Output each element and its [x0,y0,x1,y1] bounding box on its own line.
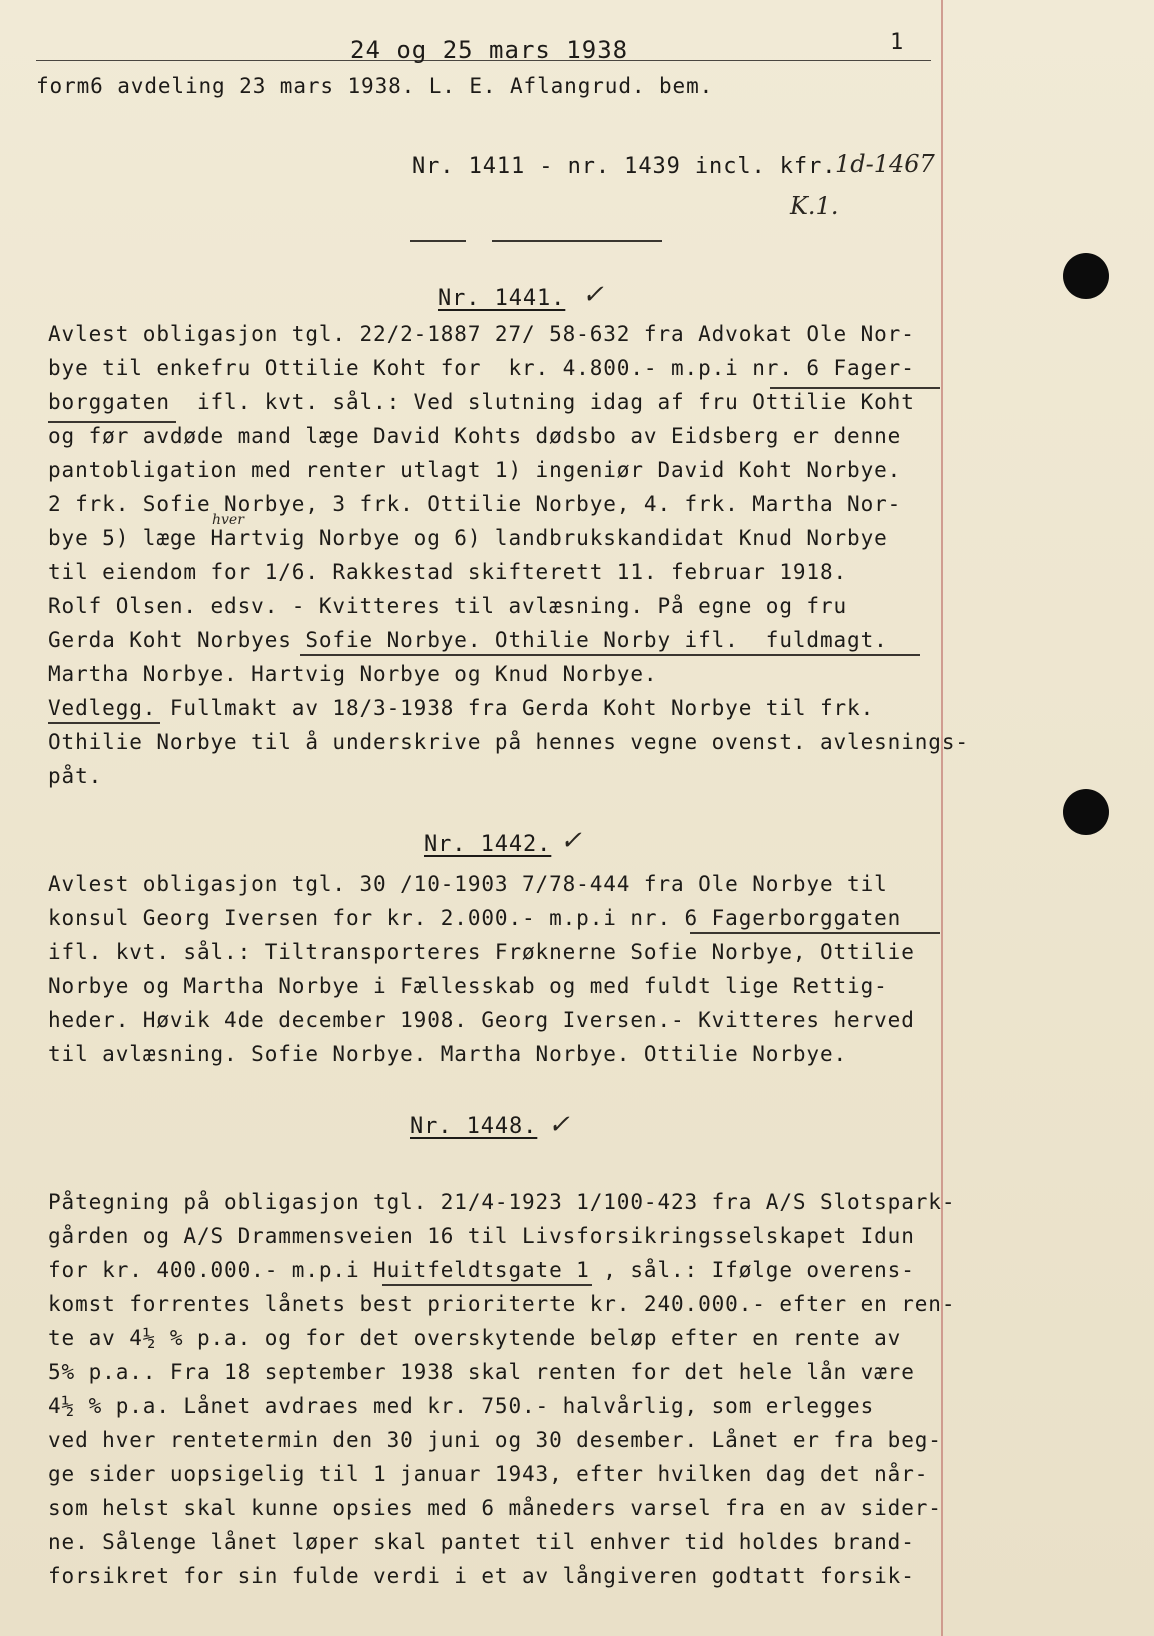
check-mark-icon: ✓ [548,1110,570,1140]
entry-1448-line: ved hver rentetermin den 30 juni og 30 desember. Lånet er fra beg- [48,1428,942,1452]
entry-1448-line: gården og A/S Drammensveien 16 til Livsforsikringsselskapet Idun [48,1224,915,1248]
entry-1441-line: 2 frk. Sofie Norbye, 3 frk. Ottilie Norbye, 4. frk. Martha Nor- [48,492,902,516]
entry-1448-line: 5% p.a.. Fra 18 september 1938 skal renten for det hele lån være [48,1360,915,1384]
entry-1441-line: Gerda Koht Norbyes Sofie Norbye. Othilie Norby ifl. fuldmagt. [48,628,888,652]
header-corner-mark: 1 [890,30,904,55]
check-mark-icon: ✓ [582,280,604,310]
handwritten-insert: hver [212,512,244,528]
entry-number-1448: Nr. 1448. [410,1114,538,1139]
entry-1448-line: ge sider uopsigelig til 1 januar 1943, efter hvilken dag det når- [48,1462,929,1486]
entry-1442-line: ifl. kvt. sål.: Tiltransporteres Frøknerne Sofie Norbye, Ottilie [48,940,915,964]
entry-number-1441: Nr. 1441. [438,286,566,311]
vedlegg-underline [48,722,160,724]
entry-1442-line: Avlest obligasjon tgl. 30 /10-1903 7/78-444 fra Ole Norbye til [48,872,888,896]
entry-1442-line: Norbye og Martha Norbye i Fællesskab og med fuldt lige Rettig- [48,974,888,998]
header-date: 24 og 25 mars 1938 [350,36,629,64]
entry-1442-line: konsul Georg Iversen for kr. 2.000.- m.p.i nr. 6 Fagerborggaten [48,906,902,930]
entry-1442-line: til avlæsning. Sofie Norbye. Martha Norbye. Ottilie Norbye. [48,1042,848,1066]
entry-1441-line: borggaten ifl. kvt. sål.: Ved slutning idag af fru Ottilie Koht [48,390,915,414]
fagerborggaten-underline-2 [690,932,940,934]
form-line: form6 avdeling 23 mars 1938. L. E. Aflangrud. bem. [36,74,714,98]
punch-hole-bottom [1063,789,1109,835]
red-margin-line [941,0,943,1636]
entry-1441-line: Avlest obligasjon tgl. 22/2-1887 27/ 58-632 fra Advokat Ole Nor- [48,322,915,346]
entry-1441-line: pantobligation med renter utlagt 1) ingeniør David Koht Norbye. [48,458,902,482]
check-mark-icon: ✓ [560,826,582,856]
handwritten-reference: 1d-1467 [835,150,935,178]
fagerborggaten-underline [770,387,940,389]
entry-1441-line: til eiendom for 1/6. Rakkestad skifterett 11. februar 1918. [48,560,848,584]
separator-rule-2 [492,240,662,242]
entry-1448-line: 4½ % p.a. Lånet avdraes med kr. 750.- halvårlig, som erlegges [48,1394,875,1418]
entry-1448-line: Påtegning på obligasjon tgl. 21/4-1923 1/100-423 fra A/S Slotspark- [48,1190,956,1214]
entry-1441-line: og før avdøde mand læge David Kohts dødsbo av Eidsberg er denne [48,424,902,448]
range-note: Nr. 1411 - nr. 1439 incl. kfr. [412,154,837,179]
entry-1441-line: bye til enkefru Ottilie Koht for kr. 4.800.- m.p.i nr. 6 Fager- [48,356,915,380]
bracket-underline [300,654,920,656]
entry-1441-line: Martha Norbye. Hartvig Norbye og Knud Norbye. [48,662,658,686]
entry-1441-line: bye 5) læge Hartvig Norbye og 6) landbrukskandidat Knud Norbye [48,526,888,550]
entry-1448-line: komst forrentes lånets best prioriterte kr. 240.000.- efter en ren- [48,1292,956,1316]
borggaten-underline [48,421,176,423]
entry-1441-line: påt. [48,764,103,788]
entry-1441-line: Vedlegg. Fullmakt av 18/3-1938 fra Gerda Koht Norbye til frk. [48,696,875,720]
entry-1441-line: Othilie Norbye til å underskrive på hennes vegne ovenst. avlesnings- [48,730,969,754]
huitfeldtsgate-underline [382,1284,592,1286]
entry-1448-line: ne. Sålenge lånet løper skal pantet til enhver tid holdes brand- [48,1530,915,1554]
entry-1448-line: forsikret for sin fulde verdi i et av långiveren godtatt forsik- [48,1564,915,1588]
punch-hole-top [1063,253,1109,299]
separator-rule-1 [410,240,466,242]
entry-1442-line: heder. Høvik 4de december 1908. Georg Iversen.- Kvitteres herved [48,1008,915,1032]
entry-1448-line: for kr. 400.000.- m.p.i Huitfeldtsgate 1 , sål.: Ifølge overens- [48,1258,915,1282]
entry-1441-line: Rolf Olsen. edsv. - Kvitteres til avlæsning. På egne og fru [48,594,848,618]
entry-1448-line: te av 4½ % p.a. og for det overskytende beløp efter en rente av [48,1326,902,1350]
handwritten-signature: K.1. [790,192,839,220]
entry-1448-line: som helst skal kunne opsies med 6 måneders varsel fra en av sider- [48,1496,942,1520]
entry-number-1442: Nr. 1442. [424,832,552,857]
